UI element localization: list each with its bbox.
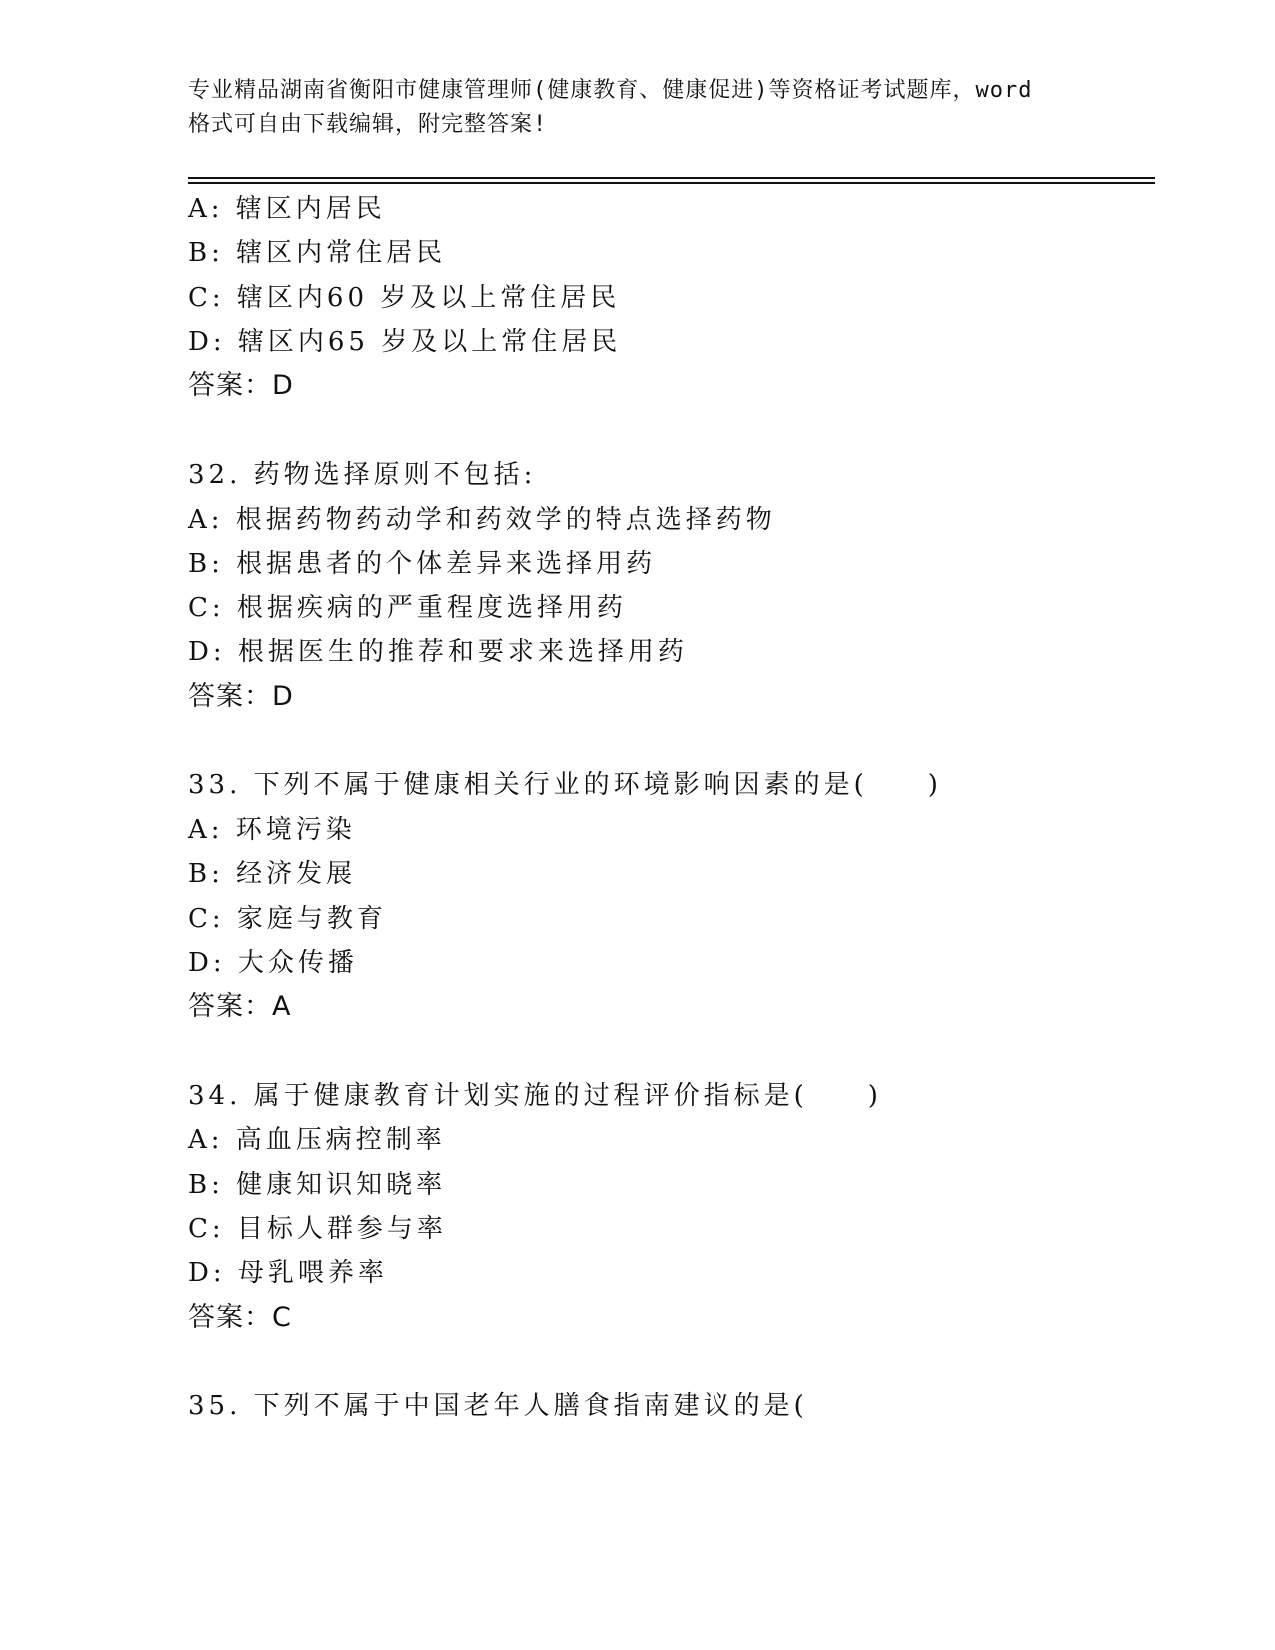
q33-option-d: D: 大众传播: [188, 948, 358, 978]
header-line-2: 格式可自由下载编辑，附完整答案!: [188, 112, 548, 137]
q34-option-c: C: 目标人群参与率: [188, 1214, 447, 1244]
q32-option-d: D: 根据医生的推荐和要求来选择用药: [188, 637, 688, 667]
q31-option-b: B: 辖区内常住居民: [188, 238, 447, 268]
q32-option-b: B: 根据患者的个体差异来选择用药: [188, 549, 657, 579]
q33-option-c: C: 家庭与教育: [188, 904, 387, 934]
q32-option-a: A: 根据药物药动学和药效学的特点选择药物: [188, 505, 776, 535]
q32-answer: 答案：D: [188, 681, 294, 712]
q31-option-d: D: 辖区内65 岁及以上常住居民: [188, 327, 622, 357]
q34-answer: 答案：C: [188, 1302, 292, 1333]
q34-option-b: B: 健康知识知晓率: [188, 1170, 447, 1200]
header-divider-bottom: [188, 182, 1155, 184]
q31-answer: 答案：D: [188, 370, 294, 401]
q34-stem: 34. 属于健康教育计划实施的过程评价指标是( ): [188, 1081, 882, 1111]
q34-option-a: A: 高血压病控制率: [188, 1125, 446, 1155]
q32-option-c: C: 根据疾病的严重程度选择用药: [188, 593, 627, 623]
q35-stem: 35. 下列不属于中国老年人膳食指南建议的是(: [188, 1391, 808, 1421]
document-header: [188, 74, 1088, 142]
q33-option-a: A: 环境污染: [188, 815, 356, 845]
q33-option-b: B: 经济发展: [188, 859, 357, 889]
header-line-1: 专业精品湖南省衡阳市健康管理师(健康教育、健康促进)等资格证考试题库，word: [188, 78, 1033, 103]
q31-option-a: A: 辖区内居民: [188, 194, 386, 224]
q33-answer: 答案：A: [188, 991, 292, 1022]
q32-stem: 32. 药物选择原则不包括:: [188, 460, 537, 490]
q33-stem: 33. 下列不属于健康相关行业的环境影响因素的是( ): [188, 770, 942, 800]
q31-option-c: C: 辖区内60 岁及以上常住居民: [188, 283, 621, 313]
header-divider-top: [188, 177, 1155, 179]
q34-option-d: D: 母乳喂养率: [188, 1258, 388, 1288]
